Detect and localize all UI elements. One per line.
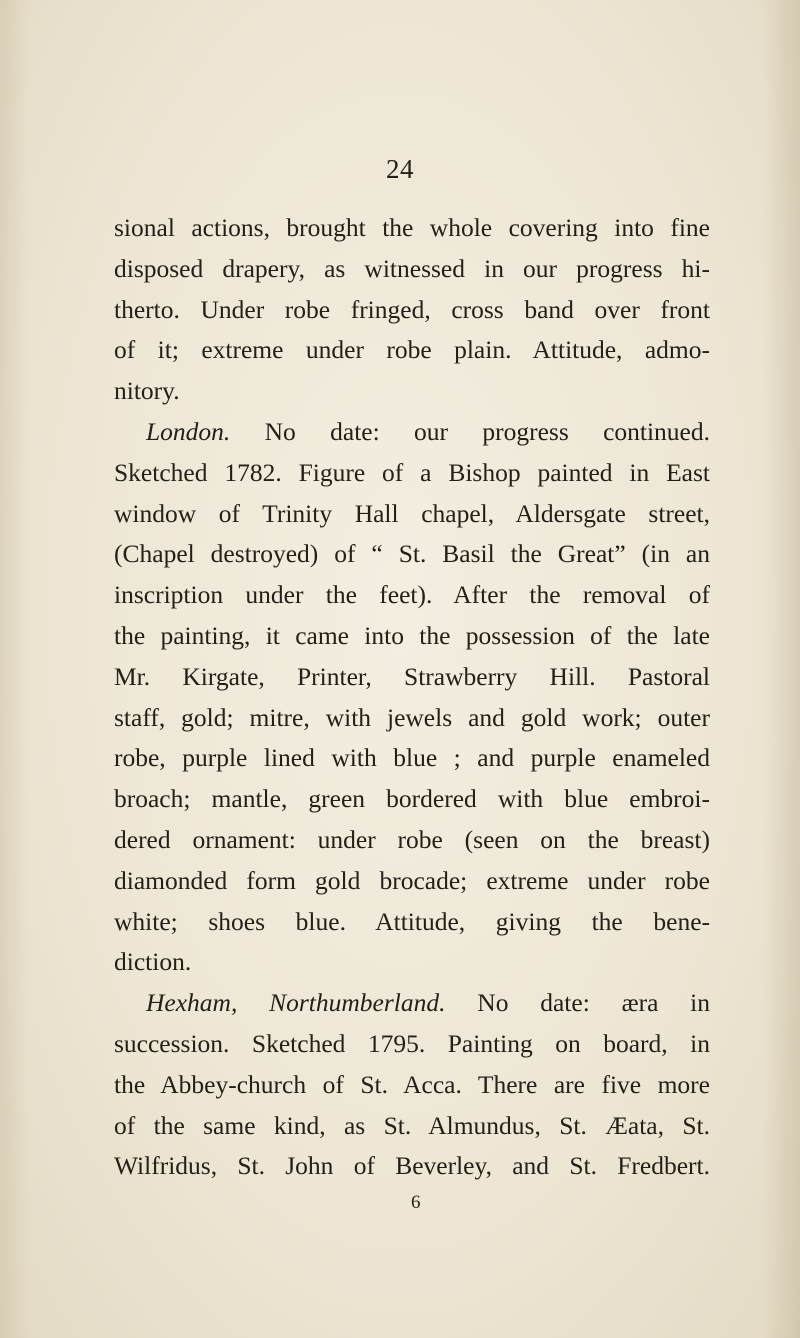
text-line — [114, 412, 710, 453]
text-line — [114, 494, 710, 535]
text-line — [114, 861, 710, 902]
text-line — [114, 1106, 710, 1147]
text-segment: sional actions, brought the whole covering into fine — [114, 213, 710, 242]
page-number: 24 — [386, 154, 414, 184]
text-segment: Sketched 1782. Figure of a Bishop painted in East — [114, 457, 710, 487]
text-line — [114, 330, 710, 371]
text-segment: white; shoes blue. Attitude, giving the bene- — [114, 906, 710, 936]
text-segment: of the same kind, as St. Almundus, St. Æata, St. — [114, 1110, 710, 1140]
text-line — [114, 820, 710, 861]
text-line — [114, 249, 710, 290]
text-line — [114, 575, 710, 616]
text-segment: of it; extreme under robe plain. Attitude, admo- — [114, 335, 710, 365]
text-segment: diction. — [114, 947, 192, 977]
text-segment: inscription under the feet). After the removal of — [114, 580, 710, 610]
text-segment: No date: our progress continued. — [230, 416, 710, 446]
text-segment: dered ornament: under robe (seen on the breast) — [114, 824, 710, 854]
text-line — [114, 208, 710, 249]
text-line — [114, 290, 710, 331]
text-segment: therto. Under robe fringed, cross band over front — [114, 294, 710, 324]
text-line — [114, 371, 710, 412]
text-line — [114, 616, 710, 657]
text-segment: (Chapel destroyed) of “ St. Basil the Great” (in an — [114, 539, 710, 569]
text-segment: broach; mantle, green bordered with blue embroi- — [114, 784, 710, 814]
text-line — [114, 942, 710, 983]
text-line — [114, 1024, 710, 1065]
text-segment: the Abbey-church of St. Acca. There are five more — [114, 1069, 710, 1099]
text-line — [114, 738, 710, 779]
text-segment: window of Trinity Hall chapel, Aldersgate street, — [114, 498, 710, 528]
text-segment: diamonded form gold brocade; extreme under robe — [114, 865, 710, 895]
text-segment: the painting, it came into the possession of the late — [114, 620, 710, 650]
text-line — [114, 534, 710, 575]
right-edge-shadow — [762, 0, 800, 1338]
text-segment: succession. Sketched 1795. Painting on board, in — [114, 1028, 710, 1058]
text-line — [114, 453, 710, 494]
text-segment: Wilfridus, St. John of Beverley, and St. Fredbert. — [114, 1151, 710, 1181]
italic-place-name: London. — [146, 416, 231, 446]
left-edge-shadow — [0, 0, 30, 1338]
text-segment: robe, purple lined with blue ; and purple enameled — [114, 743, 710, 773]
text-segment: nitory. — [114, 376, 180, 406]
text-line — [114, 657, 710, 698]
text-line — [114, 779, 710, 820]
text-segment: staff, gold; mitre, with jewels and gold work; outer — [114, 702, 710, 732]
text-line — [114, 698, 710, 739]
text-line — [114, 983, 710, 1024]
text-line — [114, 1065, 710, 1106]
text-segment: No date: æra in — [445, 988, 711, 1018]
italic-place-name: Hexham, Northumberland. — [146, 988, 446, 1018]
signature-mark: 6 — [411, 1192, 421, 1213]
text-line — [114, 1146, 710, 1187]
text-segment: disposed drapery, as witnessed in our progress hi- — [114, 253, 710, 283]
body-text — [114, 208, 710, 1187]
text-segment: Mr. Kirgate, Printer, Strawberry Hill. Pastoral — [114, 661, 710, 691]
text-line — [114, 902, 710, 943]
